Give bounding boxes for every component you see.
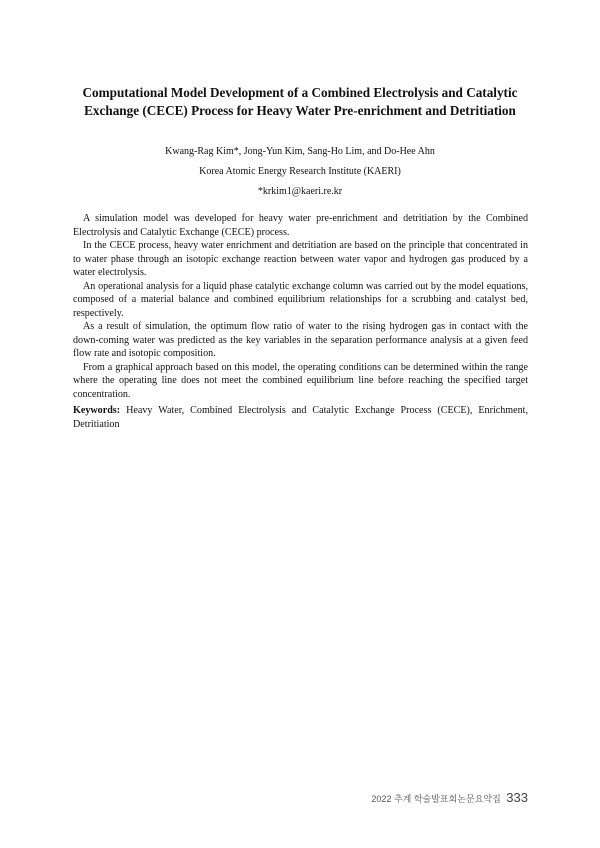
keywords-label: Keywords: [73,405,121,416]
abstract-paragraph: A simulation model was developed for heavy water pre-enrichment and detritiation by the Combined Electrolysis and Catalytic Exchange (CECE) process. [73,213,528,238]
keywords-text: Heavy Water, Combined Electrolysis and Catalytic Exchange Process (CECE), Enrichment, Detritiation [73,405,528,430]
abstract-paragraph: From a graphical approach based on this model, the operating conditions can be determined within the range where the operating line does not meet the combined equilibrium line before reaching the specified target concentration. [73,361,528,400]
page-number: 333 [506,790,528,805]
abstract [73,212,528,401]
title-line-1: Computational Model Development of a Combined Electrolysis and Catalytic [82,85,518,100]
affiliation: Korea Atomic Energy Research Institute (KAERI) [199,166,401,177]
page-footer [371,790,528,807]
abstract-paragraph: As a result of simulation, the optimum flow ratio of water to the rising hydrogen gas in contact with the down-coming water was predicted as the key variables in the separation performance analysis at a given feed flow rate and isotopic composition. [73,321,528,359]
proceedings-title: 2022 추계 학술발표회논문요약집 [371,794,501,804]
author-list: Kwang-Rag Kim*, Jong-Yun Kim, Sang-Ho Lim, and Do-Hee Ahn [165,146,435,157]
paper-title [60,84,540,120]
keywords [73,404,528,431]
contact-email: *krkim1@kaeri.re.kr [257,186,343,197]
abstract-paragraph: In the CECE process, heavy water enrichment and detritiation are based on the principle that concentrated in to water phase through an isotopic exchange reaction between water vapor and hydrogen gas produced by a water electrolysis. [73,240,528,278]
author-block [0,142,600,202]
abstract-paragraph: An operational analysis for a liquid phase catalytic exchange column was carried out by the model equations, composed of a material balance and combined equilibrium relationships for a scrubbing and catalyst bed, respectively. [73,280,528,319]
title-line-2: Exchange (CECE) Process for Heavy Water Pre-enrichment and Detritiation [84,103,516,118]
